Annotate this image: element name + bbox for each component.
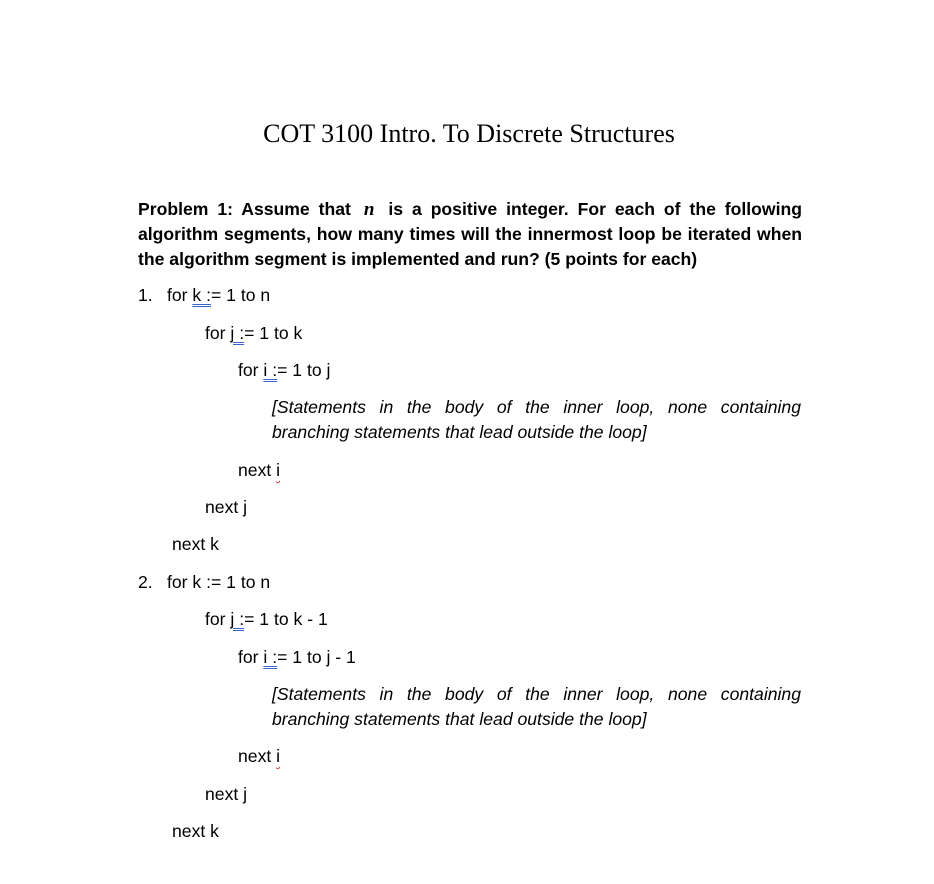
outer-loop-line [167, 284, 270, 306]
inner-loop-line [238, 359, 330, 381]
loop-body-comment: [Statements in the body of the inner loop, none containing branching statements that lead outside the loop] [272, 397, 801, 442]
item-number: 2. [138, 572, 153, 592]
middle-loop-line [205, 608, 328, 630]
next-middle-line: next j [205, 784, 248, 804]
loop-keyword: for [205, 323, 231, 343]
loop-variable: i : [263, 647, 278, 667]
next-outer-line: next k [172, 821, 219, 841]
next-outer-line: next k [172, 534, 219, 554]
loop-keyword: for [167, 285, 193, 305]
loop-range: = 1 to j [277, 360, 331, 380]
problem-prefix: Problem 1: Assume that [138, 199, 351, 219]
loop-range: = 1 to n [211, 285, 271, 305]
item-number: 1. [138, 285, 153, 305]
loop-variable: j : [230, 609, 245, 629]
loop-keyword: for [205, 609, 231, 629]
next-middle-line: next j [205, 497, 248, 517]
next-keyword: next [238, 460, 277, 480]
loop-body-comment: [Statements in the body of the inner loop, none containing branching statements that lead outside the loop] [272, 684, 801, 729]
outer-loop-line: for k := 1 to n [167, 572, 271, 592]
loop-range: = 1 to j - 1 [277, 647, 356, 667]
loop-keyword: for [238, 360, 264, 380]
problem-variable: n [363, 199, 375, 220]
loop-variable: j : [230, 323, 245, 343]
problem-statement [138, 197, 802, 272]
next-inner-line [238, 745, 280, 767]
loop-variable: i : [263, 360, 278, 380]
inner-loop-line [238, 646, 356, 668]
next-inner-line [238, 459, 280, 481]
next-keyword: next [238, 746, 277, 766]
loop-range: = 1 to k - 1 [244, 609, 328, 629]
problem-text: is a positive integer. For each of the following algorithm segments, how many times will the innermost loop be iterated when the algorithm segment is implemented and run? (5 points for each) [138, 199, 802, 269]
loop-variable: k : [192, 285, 211, 305]
loop-range: = 1 to k [244, 323, 303, 343]
middle-loop-line [205, 322, 302, 344]
next-variable: i [276, 746, 281, 766]
next-variable: i [276, 460, 281, 480]
loop-keyword: for [238, 647, 264, 667]
document-title: COT 3100 Intro. To Discrete Structures [263, 119, 675, 148]
